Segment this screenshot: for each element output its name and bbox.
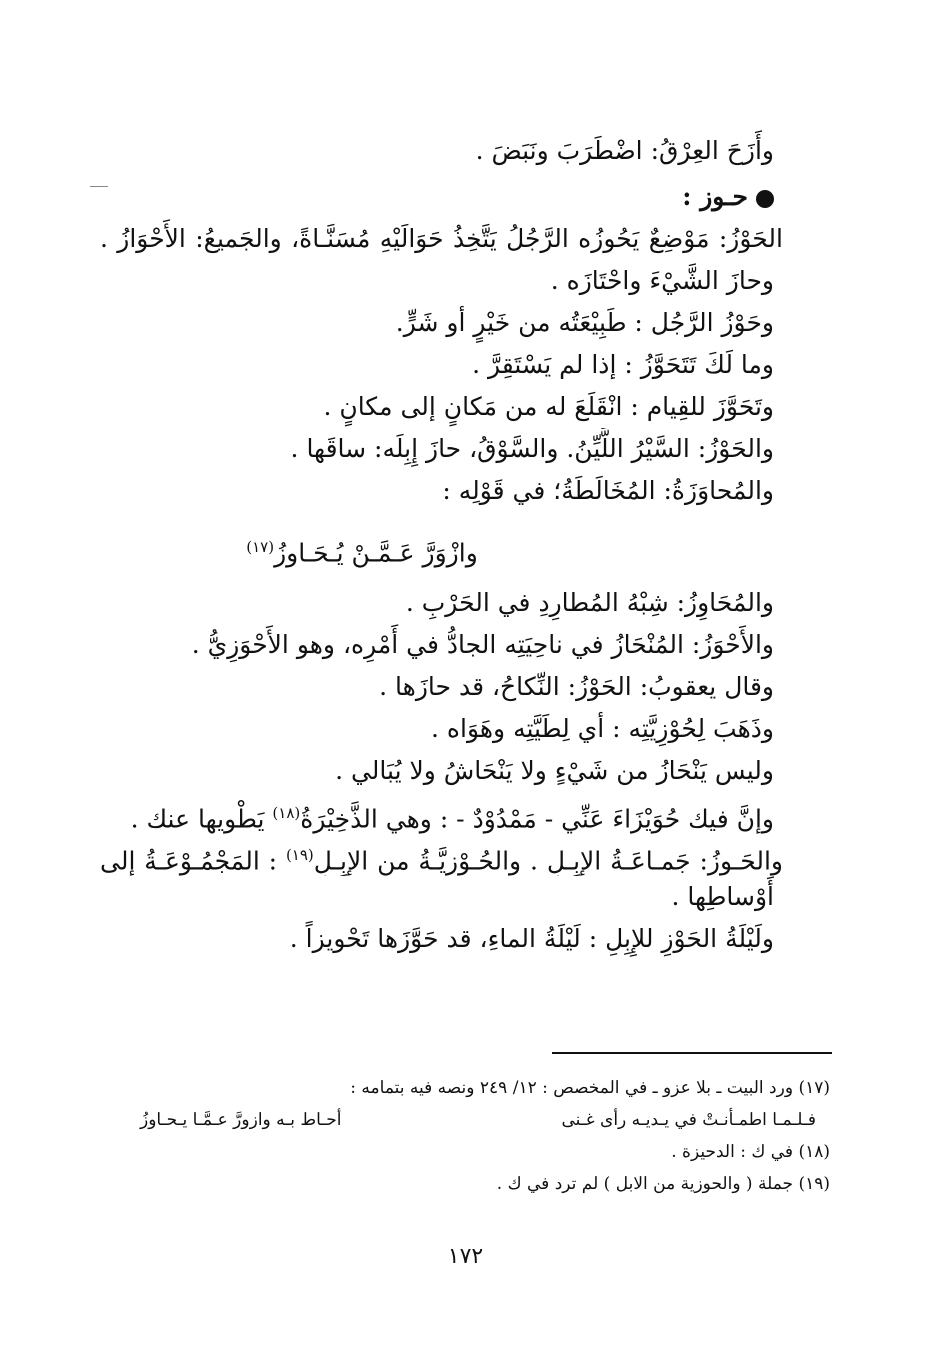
text-segment: والحَـوزُ: جَمـاعَـةُ الإِبِـلِ . والحُـوْزِيَّـةُ من الإِبِـلِ bbox=[313, 846, 783, 876]
footnote-19: (١٩) جملة ( والحوزية من الابل ) لم ترد في ك . bbox=[496, 1174, 830, 1194]
text-line: وما لَكَ تَتَحَوَّزُ : إذا لم يَسْتَقِرَّ . bbox=[472, 350, 774, 379]
text-line: وحَوْزُ الرَّجُل : طَبِيْعَتُه من خَيْرٍ أو شَرٍّ. bbox=[395, 308, 774, 337]
page-number: ١٧٢ bbox=[447, 1244, 484, 1269]
bullet-icon bbox=[756, 190, 774, 208]
footnote-separator bbox=[552, 1052, 832, 1054]
text-line: والحَوْزُ: السَّيْرُ اللَّيِّنُ. والسَّوْقُ، حازَ إِبِلَه: ساقَها . bbox=[290, 434, 774, 463]
footnote-ref-18: (١٨) bbox=[272, 804, 301, 822]
entry-heading-text: حـوز : bbox=[682, 182, 748, 211]
verse-hemistich-first: فـلـمـا اطمـأنـتْ في يـديـه رأى غـنى bbox=[561, 1110, 816, 1130]
text-line bbox=[100, 834, 783, 876]
text-line: والأَحْوَزُ: المُنْحَازُ في ناحِيَتِه الجادُّ في أَمْرِه، وهو الأَحْوَزِيُّ . bbox=[191, 630, 774, 659]
footnote-17: (١٧) ورد البيت ـ بلا عزو ـ في المخصص : ١٢/ ٢٤٩ ونصه فيه بتمامه : bbox=[350, 1078, 830, 1098]
text-line: أَوْساطِها . bbox=[671, 882, 774, 911]
text-segment: وإنَّ فيك حُوَيْزَاءَ عَنِّي - مَمْدُوْدٌ - : وهي الذَّخِيْرَةُ bbox=[300, 804, 774, 834]
text-line: وتَحَوَّزَ للقِيام : انْقَلَعَ له من مَكانٍ إلى مكانٍ . bbox=[323, 392, 774, 421]
footnote-ref-17: (١٧) bbox=[246, 538, 275, 556]
footnotes bbox=[130, 1072, 830, 1200]
text-segment: يَطْويها عنك . bbox=[130, 804, 265, 834]
verse-text: وازْوَرَّ عَـمَّـنْ يُـحَـاوِزُ bbox=[274, 538, 478, 568]
text-line: والمُحَاوِزُ: شِبْهُ المُطارِدِ في الحَرْبِ . bbox=[405, 588, 774, 617]
text-line: والمُحاوَزَةُ: المُخَالَطَةُ؛ في قَوْلِه : bbox=[442, 476, 774, 505]
text-line: وحازَ الشَّيْءَ واحْتَازَه . bbox=[550, 266, 774, 295]
verse-hemistich-second: أحـاط بـه وازورَّ عـمَّـا يـحـاوزُ bbox=[140, 1110, 342, 1130]
text-line: وأَزَحَ العِرْقُ: اضْطَرَبَ ونَبَضَ . bbox=[475, 136, 774, 165]
main-text bbox=[100, 130, 783, 960]
text-line: وقال يعقوبُ: الحَوْزُ: النِّكاحُ، قد حازَها . bbox=[379, 672, 774, 701]
verse-line bbox=[100, 526, 774, 568]
text-line: ولَيْلَةُ الحَوْزِ للإِبِلِ : لَيْلَةُ الماءِ، قد حَوَّزَها تَحْويزاً . bbox=[289, 924, 774, 953]
text-line: وذَهَبَ لِحُوْزِيَّتِه : أي لِطَيَّتِه وهَوَاه . bbox=[431, 714, 774, 743]
footnote-18: (١٨) في ك : الدحيزة . bbox=[671, 1142, 830, 1162]
text-segment: : المَجْمُـوْعَـةُ إلى bbox=[100, 846, 278, 876]
footnote-17-verse bbox=[130, 1104, 830, 1136]
footnote-ref-19: (١٩) bbox=[285, 846, 314, 864]
text-line bbox=[100, 792, 774, 834]
text-line: الحَوْزُ: مَوْضِعٌ يَحُوزُه الرَّجُلُ يَتَّخِذُ حَوَالَيْهِ مُسَنَّـاةً، والجَميعُ: الأَحْوَازُ . bbox=[100, 224, 783, 253]
text-line: وليس يَنْحَازُ من شَيْءٍ ولا يَنْحَاشُ ولا يُبَالي . bbox=[335, 756, 774, 785]
entry-heading bbox=[100, 176, 774, 218]
